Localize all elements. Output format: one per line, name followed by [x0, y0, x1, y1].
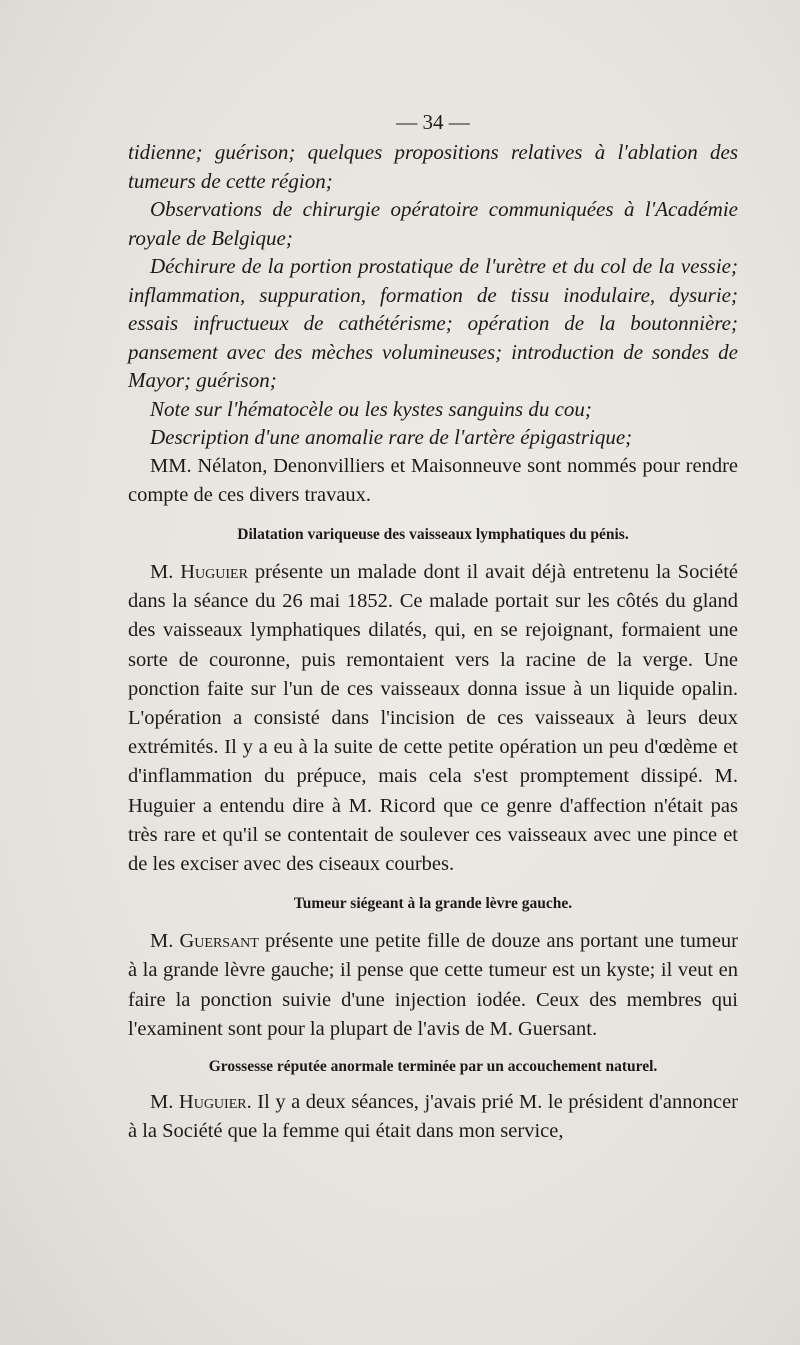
- commission-paragraph: MM. Nélaton, Denonvilliers et Maisonneuve sont nommés pour rendre compte de ces divers travaux.: [128, 454, 738, 506]
- section-heading: Tumeur siégeant à la grande lèvre gauche.: [293, 895, 573, 913]
- section-paragraph: [128, 927, 738, 1044]
- speaker-name: M. Guersant: [150, 930, 259, 953]
- speaker-name: M. Huguier.: [150, 1090, 252, 1113]
- speaker-name: M. Huguier: [150, 560, 248, 583]
- paragraph-text: Il y a deux séances, j'avais prié M. le président d'annoncer à la Société que la femme qui était dans mon service,: [128, 1090, 738, 1143]
- section-paragraph: [128, 1088, 738, 1146]
- list-entry: tidienne; guérison; quelques propositions relatives à l'ablation des tumeurs de cette région;: [128, 140, 738, 193]
- section-heading: Dilatation variqueuse des vaisseaux lymphatiques du pénis.: [237, 525, 629, 543]
- paragraph-text: présente un malade dont il avait déjà entretenu la Société dans la séance du 26 mai 1852. Ce malade portait sur les côtés du gland des vaisseaux lymphatiques dilatés, qui, en se rejoignant, formaient une sorte de couronne, puis remontaient vers la racine de la verge. Une ponction faite sur l'un de ces vaisseaux donna issue à un liquide opalin. L'opération a consisté dans l'incision de ces vaisseaux à leurs deux extrémités. Il y a eu à la suite de cette petite opération un peu d'œdème et d'inflammation du prépuce, mais cela s'est promptement dissipé. M. Huguier a entendu dire à M. Ricord que ce genre d'affection n'était pas très rare et qu'il se contentait de soulever ces vaisseaux avec une pince et de les exciser avec des ciseaux courbes.: [128, 560, 739, 875]
- list-entry: Note sur l'hématocèle ou les kystes sanguins du cou;: [150, 396, 592, 421]
- paragraph-text: présente une petite fille de douze ans portant une tumeur à la grande lèvre gauche; il pense que cette tumeur est un kyste; il veut en faire la ponction suivie d'une injection iodée. Ceux des membres qui l'examinent sont pour la plupart de l'avis de M. Guersant.: [128, 930, 738, 1040]
- list-entry: Déchirure de la portion prostatique de l'urètre et du col de la vessie; inflammation, suppuration, formation de tissu inodulaire, dysurie; essais infructueux de cathétérisme; opération de la boutonnière; pansement avec des mèches volumineuses; introduction de sondes de Mayor; guérison;: [128, 254, 738, 392]
- text-column: [128, 108, 738, 1146]
- section-heading: Grossesse réputée anormale terminée par un accouchement naturel.: [208, 1057, 658, 1075]
- list-entry: Description d'une anomalie rare de l'artère épigastrique;: [150, 425, 633, 449]
- section-paragraph: [128, 558, 738, 879]
- page-number: — 34 —: [396, 110, 470, 134]
- list-entry: Observations de chirurgie opératoire communiquées à l'Académie royale de Belgique;: [128, 197, 738, 250]
